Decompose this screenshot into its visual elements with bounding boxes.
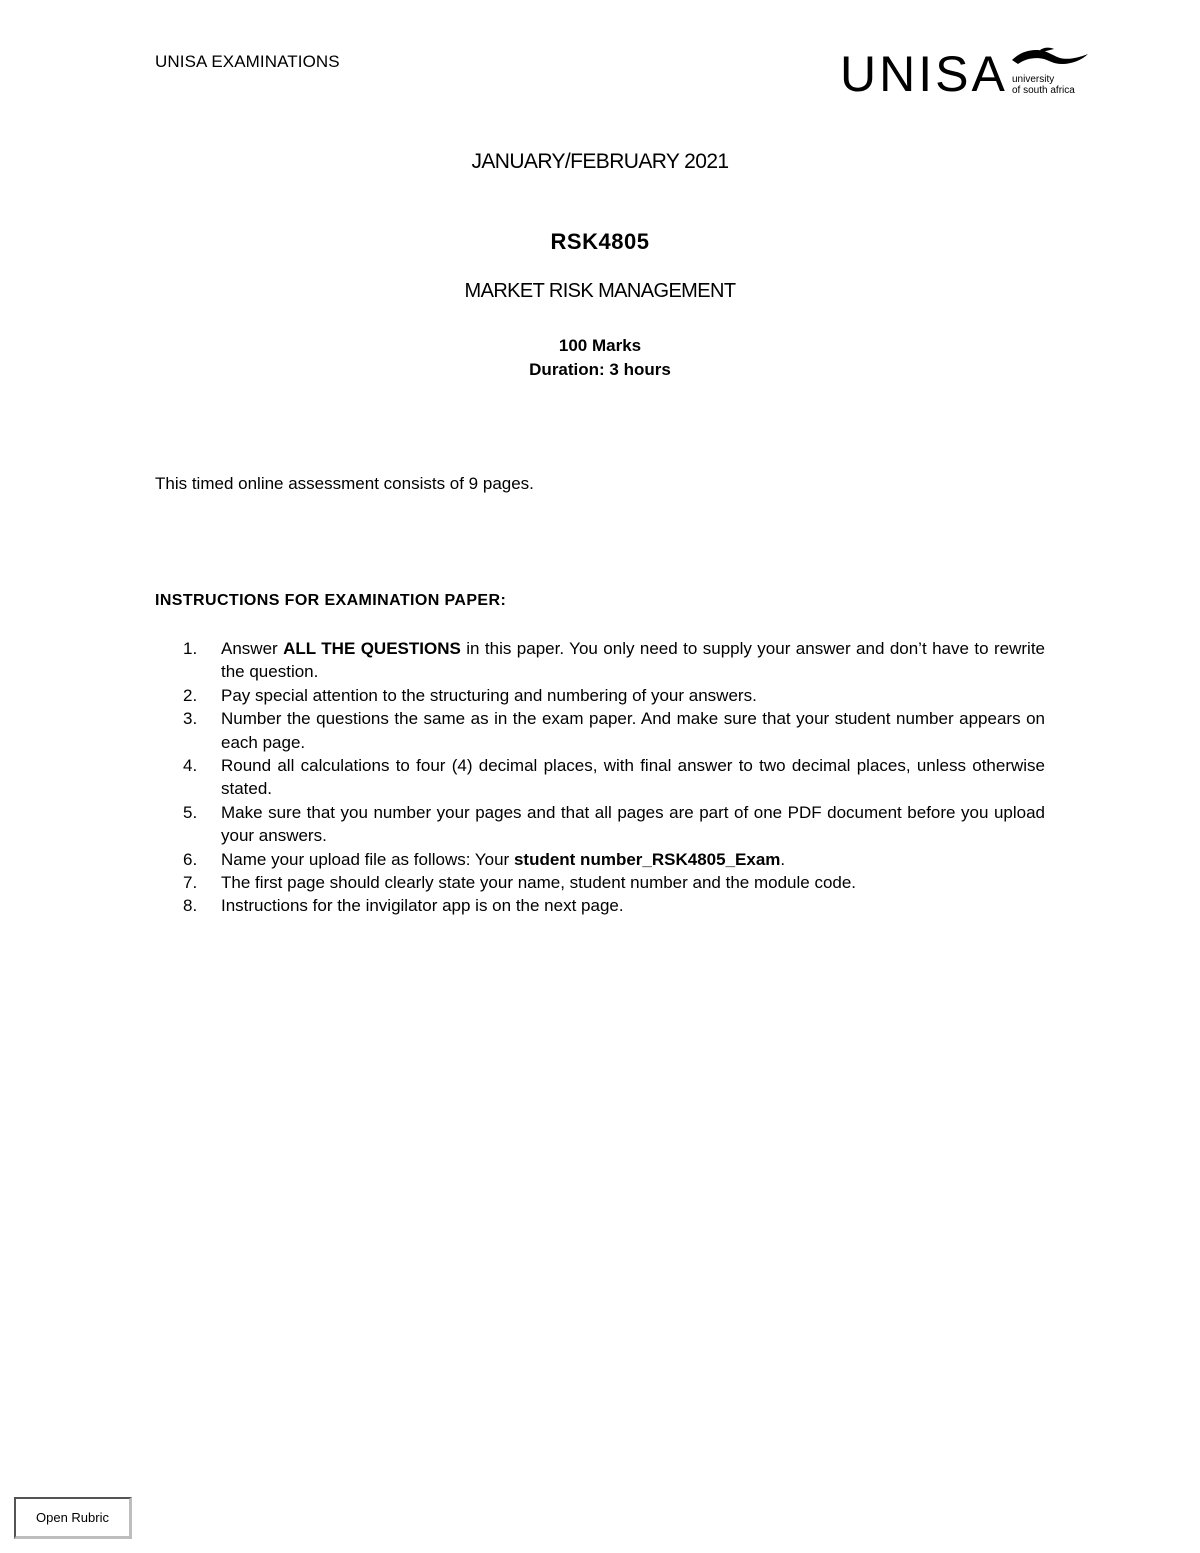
header-label: UNISA EXAMINATIONS xyxy=(155,52,340,71)
unisa-logo xyxy=(840,44,1090,104)
module-code: RSK4805 xyxy=(550,229,650,254)
total-marks: 100 Marks xyxy=(558,336,642,355)
instruction-item: 7. The first page should clearly state your name, student number and the module code. xyxy=(183,873,857,893)
logo-wordmark: UNISA xyxy=(840,46,1008,102)
instruction-item: 1. Answer ALL THE QUESTIONS in this paper. You only need to supply your answer and don’t have to rewrite the question. xyxy=(183,639,1046,682)
marks-duration xyxy=(0,334,1200,382)
instruction-item: 3. Number the questions the same as in the exam paper. And make sure that your student number appears on each page. xyxy=(183,709,1045,752)
duration: Duration: 3 hours xyxy=(529,360,671,379)
instruction-item: 8. Instructions for the invigilator app is on the next page. xyxy=(183,896,624,916)
open-rubric-button[interactable]: Open Rubric xyxy=(14,1497,132,1539)
logo-tagline: university of south africa xyxy=(1012,74,1075,96)
instruction-item: 6. Name your upload file as follows: Your student number_RSK4805_Exam. xyxy=(183,849,786,869)
instructions-heading: INSTRUCTIONS FOR EXAMINATION PAPER: xyxy=(155,592,507,609)
assessment-intro: This timed online assessment consists of 9 pages. xyxy=(155,474,534,493)
instruction-item: 4. Round all calculations to four (4) decimal places, with final answer to two decimal places, unless otherwise stated. xyxy=(183,756,1045,799)
instruction-item: 2. Pay special attention to the structuring and numbering of your answers. xyxy=(183,685,757,705)
instructions-list xyxy=(155,637,1045,918)
instruction-item: 5. Make sure that you number your pages and that all pages are part of one PDF document before you upload your answers. xyxy=(183,802,1045,846)
exam-session: JANUARY/FEBRUARY 2021 xyxy=(471,150,729,173)
module-name: MARKET RISK MANAGEMENT xyxy=(464,280,736,302)
bird-logo-icon xyxy=(1010,46,1090,74)
